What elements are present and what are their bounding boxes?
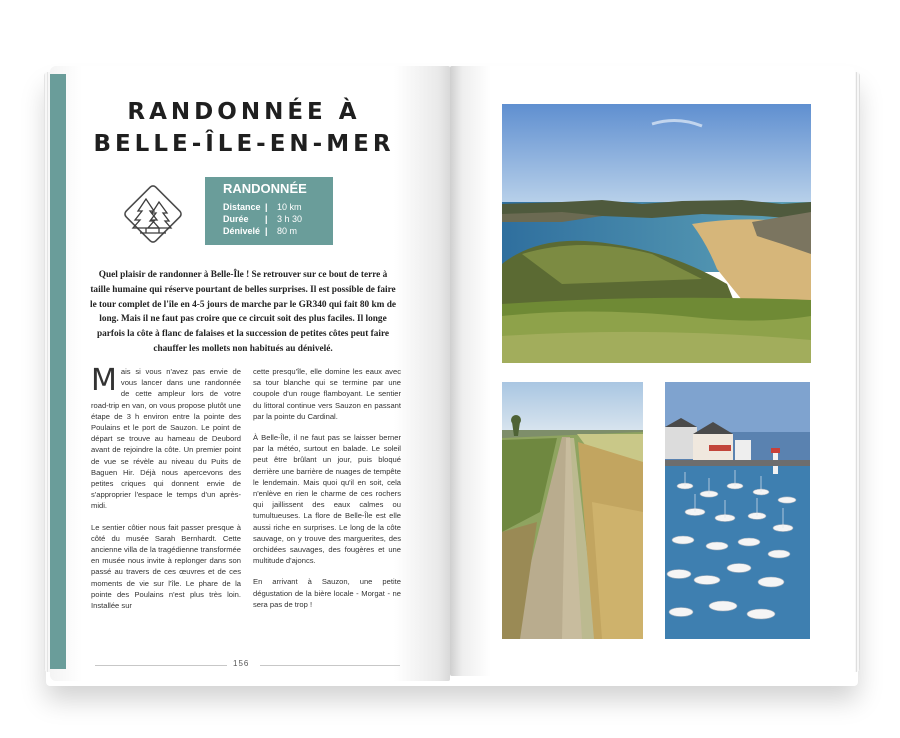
stat-value: 80 m [277,226,298,236]
paragraph: À Belle-Île, il ne faut pas se laisser berner par la météo, surtout en balade. Le soleil peut être brûlant un jour, puis bloqué derrière une barrière de nuages de tempête le lendemain. Mais quoi qu'il en soit, cela n'enlève en rien le charme de ces rochers qui jaillissent des eaux calmes ou tumultueuses. La flore de Belle-Île est elle aussi riche en surprises. Le long de la côte sauvage, on y trouve des marguerites, des orchidées sauvages, des fougères et une multitude d'ajoncs. [253,433,401,566]
teal-margin-band [50,74,66,669]
paragraph-text: ais si vous n'avez pas envie de vous lancer dans une randonnée de cette ampleur lors de votre road-trip en van, on vous propose plutôt une étape de 3 h environ entre la pointe des Poulains et le port de Sauzon. Le point de départ se trouve au hameau de Deubord avant de rejoindre la côte. Un premier point de vue se révèle au niveau du Puits de Baguen Hir. Déjà nous apercevons des petites criques qui donnent envie de s'approprier l'espace le temps d'un après-midi. [91,367,241,511]
stat-duration [223,214,302,226]
intro-paragraph: Quel plaisir de randonner à Belle-Île ! Se retrouver sur ce bout de terre à taille humaine qui réserve pourtant de belles surprises. Il est possible de faire le tour complet de l'île en 4-5 jours de marche par le GR340 qui fait 80 km de long. Mais il ne faut pas croire que ce circuit soit des plus faciles. Il longe parfois la côte à flanc de falaises et la succession de petites côtes peut faire chauffer les mollets non habitués au dénivelé. [90,270,396,354]
stat-separator: | [265,202,268,212]
footer-rule-left [95,665,227,666]
page-number: 156 [233,659,250,668]
stat-label: Distance [223,202,261,212]
stat-separator: | [265,214,268,224]
stat-label: Dénivelé [223,226,261,236]
sauzon-harbor-photo [665,382,810,639]
paragraph [91,363,241,512]
body-column-1 [91,363,241,621]
stats-heading: RANDONNÉE [223,181,307,196]
stat-distance [223,202,302,214]
page-title [88,96,400,160]
stat-label: Durée [223,214,249,224]
pine-trees-icon [116,177,190,251]
body-column-2 [253,366,401,620]
hike-stats-box [205,177,333,245]
stat-elevation [223,226,297,238]
paragraph: cette presqu'île, elle domine les eaux avec sa tour blanche qui se termine par une coupole d'un rouge flamboyant. Le sentier du littoral continue vers Sauzon en passant par la pointe du Cardinal. [253,367,401,421]
drop-cap: M [91,363,117,398]
coastal-path-photo [502,382,643,639]
paragraph: Le sentier côtier nous fait passer presque à côté du musée Sarah Bernhardt. Cette ancienne villa de la tragédienne transformée en musée nous invite à replonger dans son passé au travers de ces œuvres et de ces moments de vie sur l'île. Le phare de la pointe des Poulains n'est plus très loin. Installée sur [91,522,241,611]
coastal-bay-photo [502,104,811,363]
footer-rule-right [260,665,400,666]
stat-value: 10 km [277,202,302,212]
title-line-2: BELLE-ÎLE-EN-MER [93,131,395,157]
stat-value: 3 h 30 [277,214,303,224]
paragraph: En arrivant à Sauzon, une petite dégustation de la bière locale - Morgat - ne sera pas de trop ! [253,577,401,609]
stat-separator: | [265,226,268,236]
title-line-1: RANDONNÉE À [127,99,361,125]
